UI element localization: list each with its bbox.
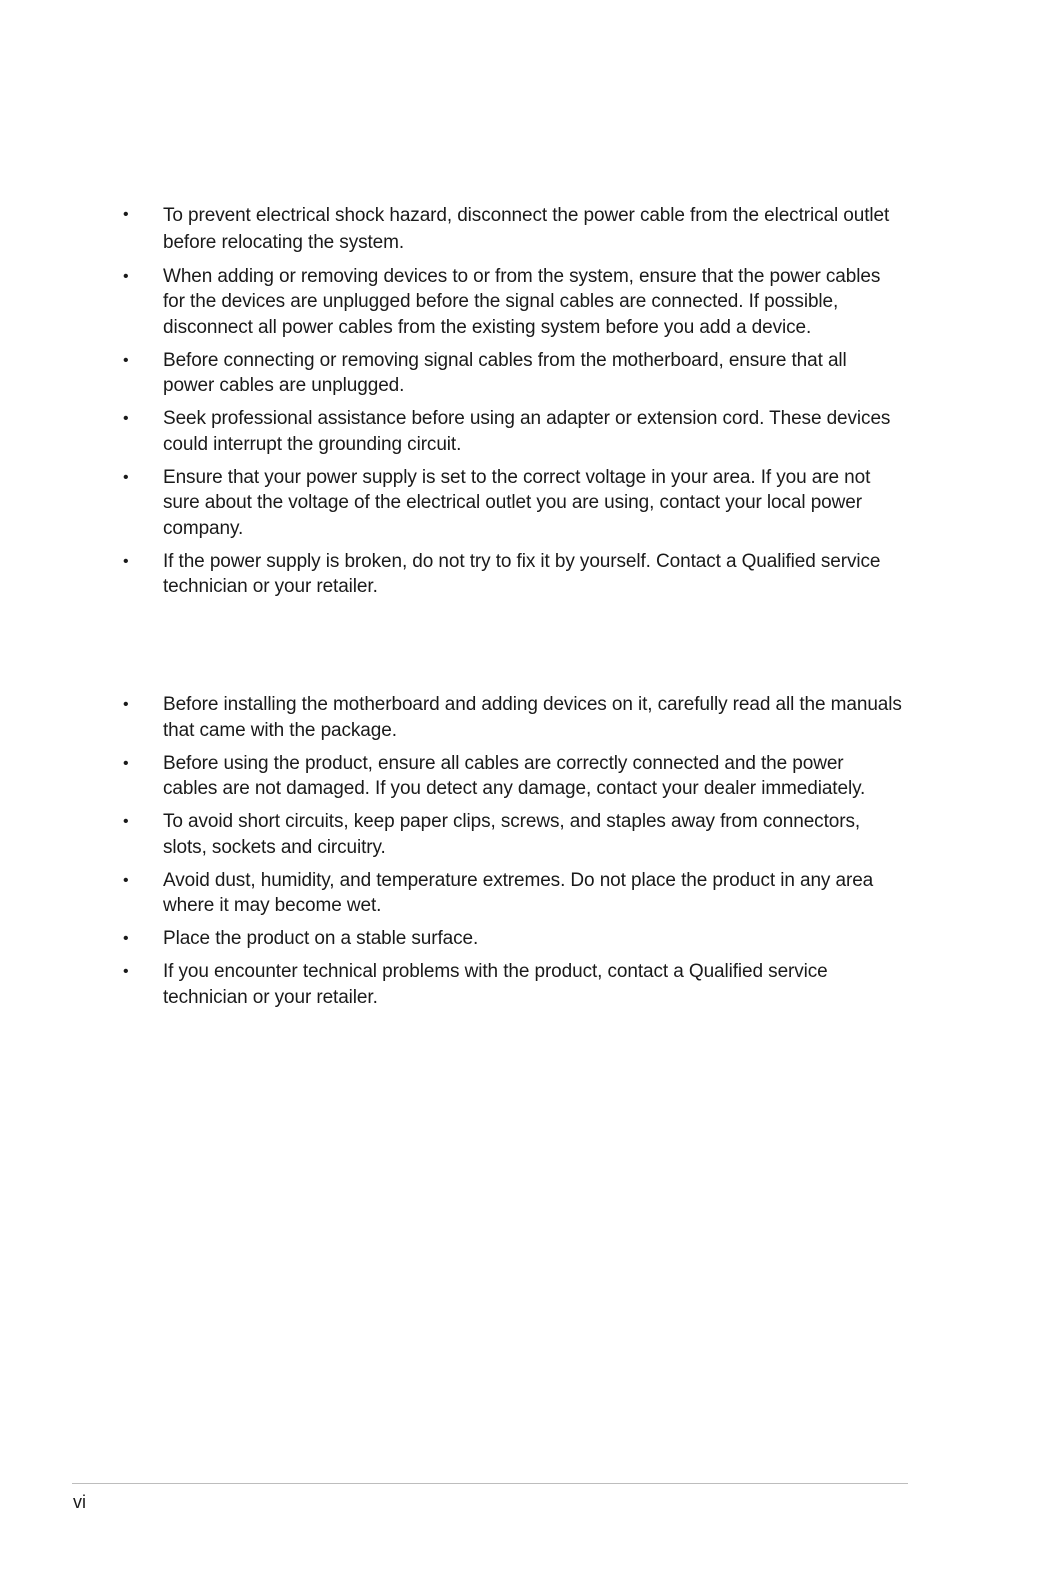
list-item-text: To avoid short circuits, keep paper clips, screws, and staples away from connectors, slots, sockets and circuitry. xyxy=(163,811,861,858)
list-item xyxy=(123,406,923,457)
list-item-text: If the power supply is broken, do not try to fix it by yourself. Contact a Qualified service technician or your retailer. xyxy=(163,550,881,597)
footer-divider xyxy=(72,1483,908,1484)
list-item-text: Place the product on a stable surface. xyxy=(163,928,479,949)
bullet: • xyxy=(123,267,129,285)
page-number: vi xyxy=(73,1492,86,1512)
list-item xyxy=(123,549,923,600)
list-item xyxy=(123,348,923,399)
list-item xyxy=(123,465,923,542)
list-item-text: To prevent electrical shock hazard, disconnect the power cable from the electrical outlet before relocating the system. xyxy=(163,205,890,253)
bullet: • xyxy=(123,552,129,570)
list-item xyxy=(123,264,923,341)
list-item-text: If you encounter technical problems with the product, contact a Qualified service technician or your retailer. xyxy=(163,961,828,1008)
bullet: • xyxy=(123,206,129,223)
list-item xyxy=(123,202,923,256)
bullet: • xyxy=(123,930,129,947)
bullet: • xyxy=(123,351,129,369)
bullet: • xyxy=(123,871,129,889)
list-item-text: Before connecting or removing signal cables from the motherboard, ensure that all power cables are unplugged. xyxy=(163,349,847,396)
list-item-text: When adding or removing devices to or from the system, ensure that the power cables for the devices are unplugged before the signal cables are connected. If possible, disconnect all power cables from the existing system before you add a device. xyxy=(163,265,881,338)
list-item-text: Before installing the motherboard and adding devices on it, carefully read all the manuals that came with the package. xyxy=(163,694,902,741)
bullet: • xyxy=(123,963,129,980)
list-item-text: Ensure that your power supply is set to the correct voltage in your area. If you are not sure about the voltage of the electrical outlet you are using, contact your local power company. xyxy=(163,466,871,539)
list-item xyxy=(123,692,923,743)
list-item xyxy=(123,809,923,860)
list-item xyxy=(123,959,923,1010)
bullet: • xyxy=(123,468,129,486)
list-item xyxy=(123,868,923,919)
list-item-text: Avoid dust, humidity, and temperature extremes. Do not place the product in any area where it may become wet. xyxy=(163,869,874,916)
bullet: • xyxy=(123,410,129,427)
list-item-text: Seek professional assistance before using an adapter or extension cord. These devices could interrupt the grounding circuit. xyxy=(163,408,891,455)
list-item xyxy=(123,926,923,952)
list-item xyxy=(123,751,923,802)
electrical-safety-list xyxy=(123,202,923,607)
operation-safety-list xyxy=(123,692,923,1018)
bullet: • xyxy=(123,754,129,772)
bullet: • xyxy=(123,813,129,830)
bullet: • xyxy=(123,696,129,713)
list-item-text: Before using the product, ensure all cables are correctly connected and the power cables are not damaged. If you detect any damage, contact your dealer immediately. xyxy=(163,752,866,799)
